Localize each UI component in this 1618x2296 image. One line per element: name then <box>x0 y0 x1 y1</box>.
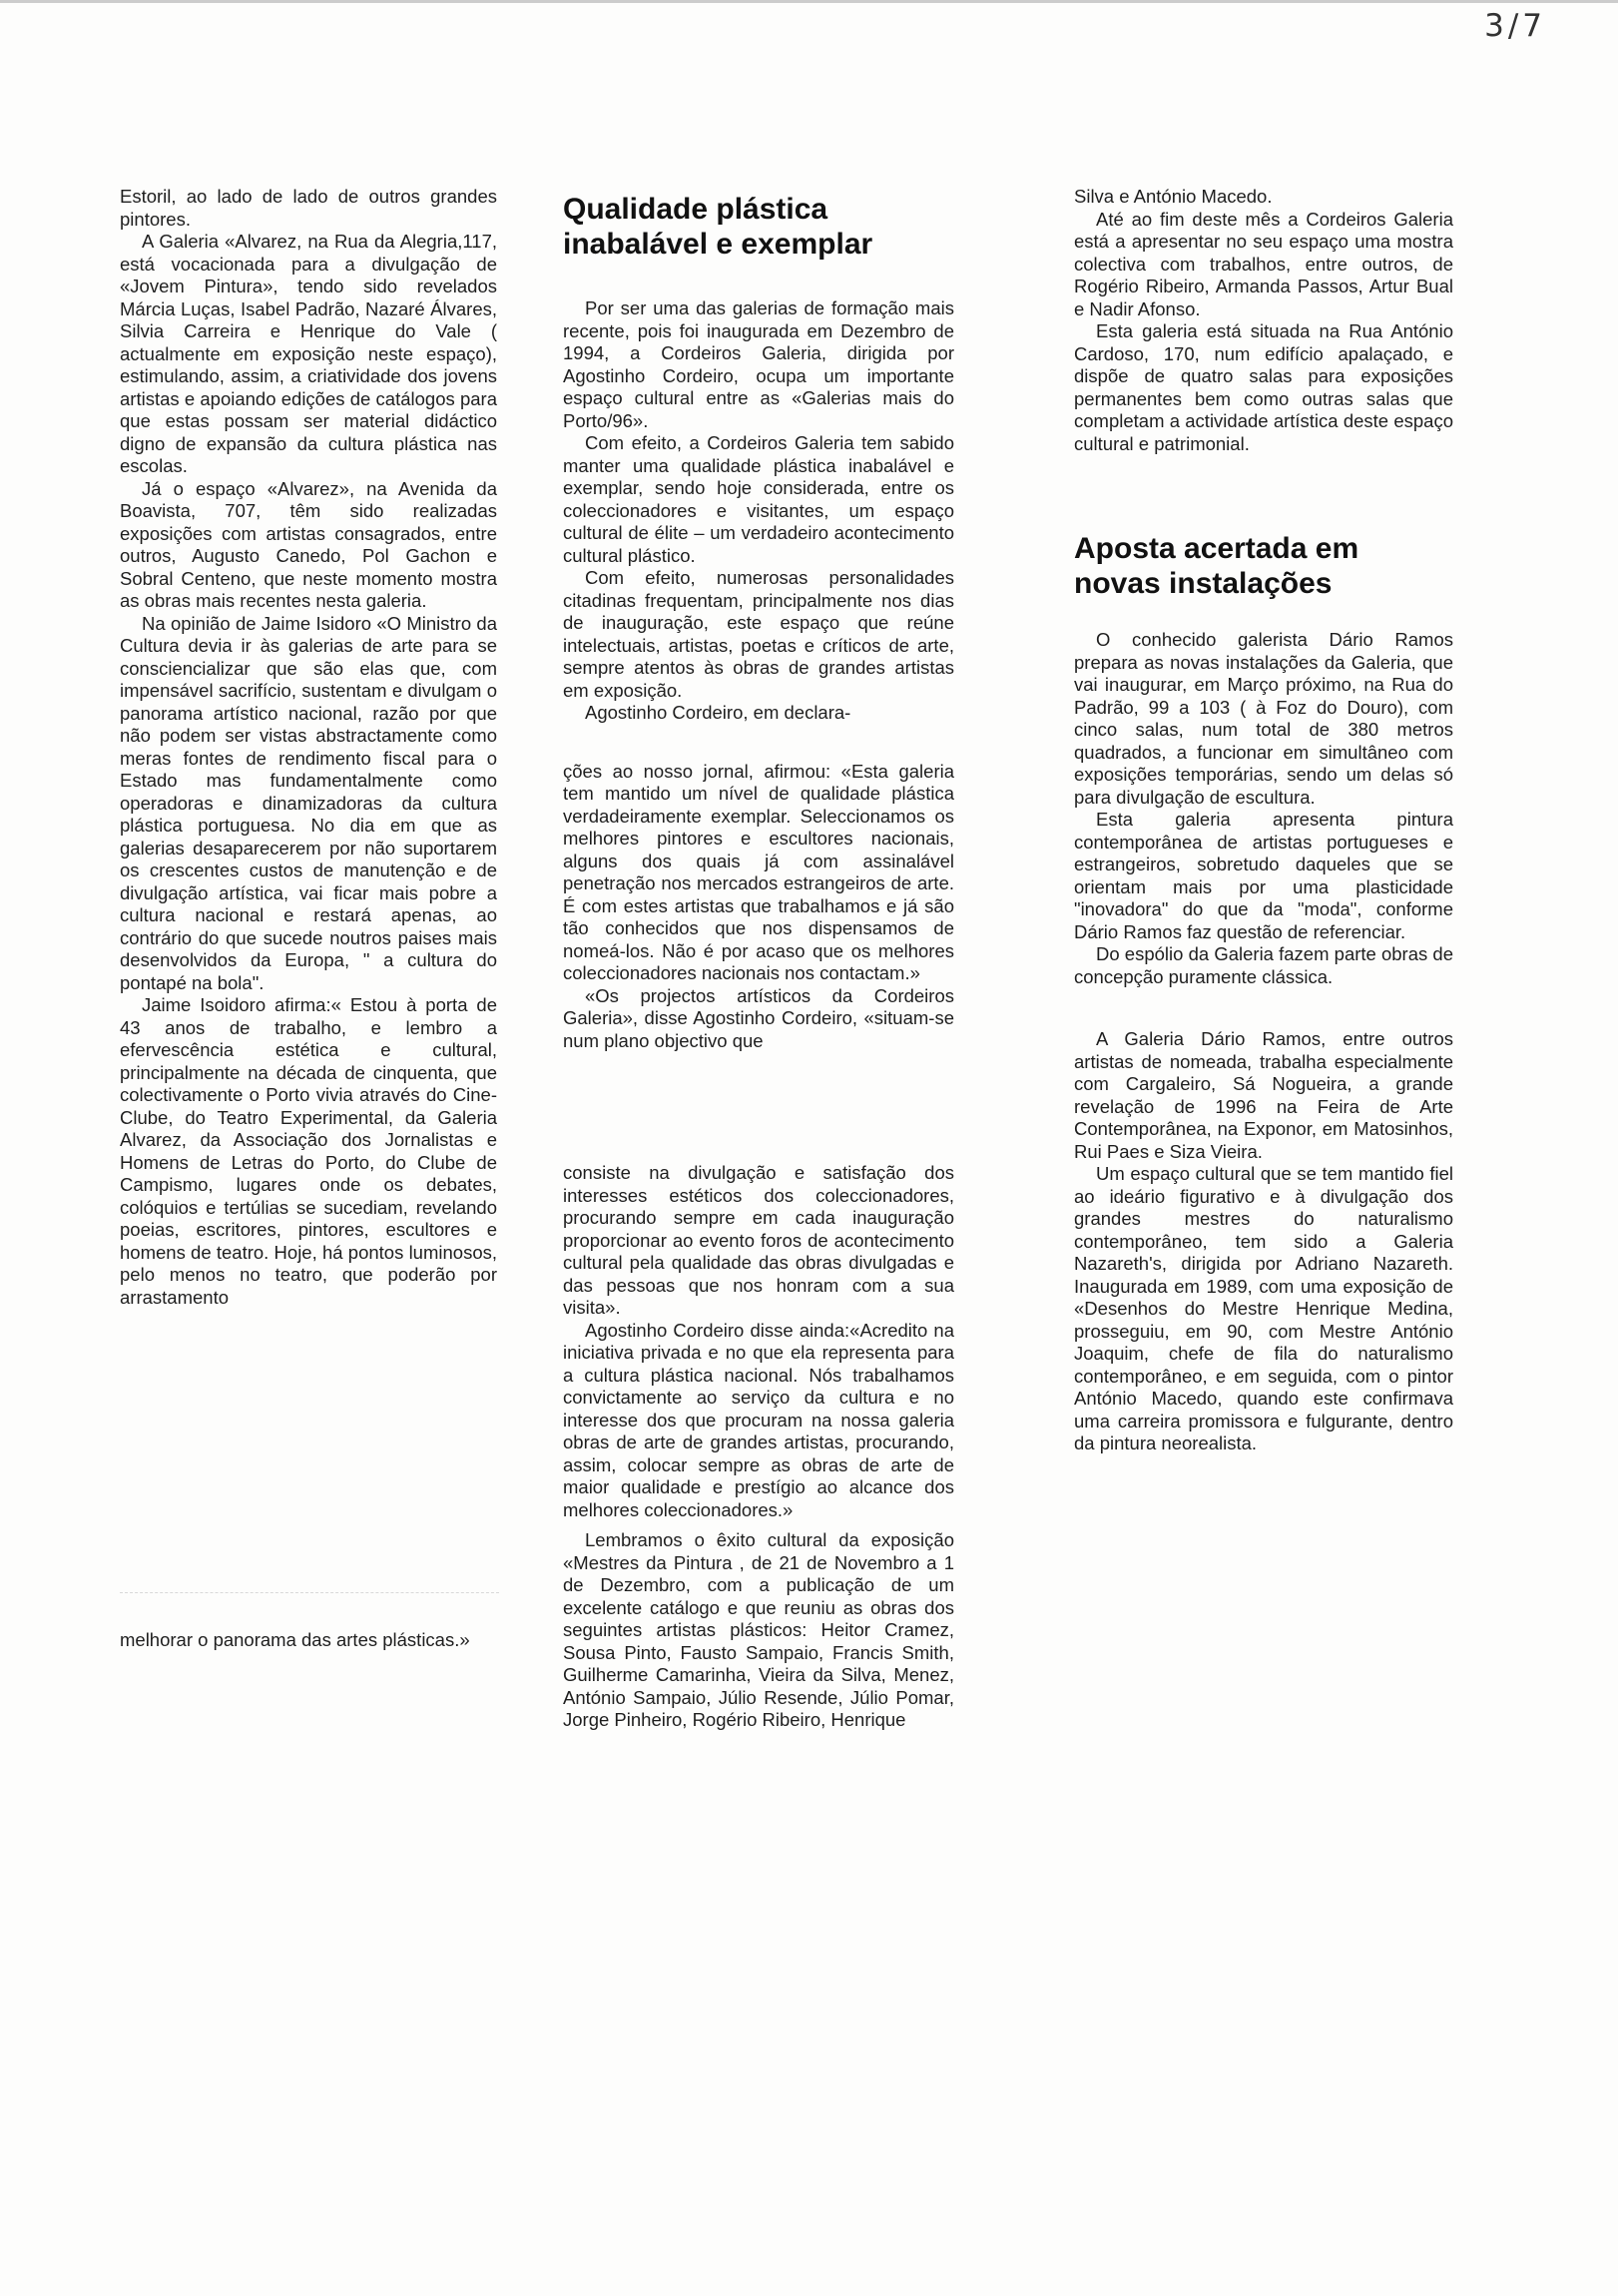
paragraph: Agostinho Cordeiro disse ainda:«Acredito na iniciativa privada e no que ela representa para a cultura plástica nacional. Nós trabalhamos convictamente ao serviço da cultura e no interesse dos que procuram na nossa galeria obras de arte de grandes artistas, procurando, assim, colocar sempre as obras de arte de maior qualidade e prestígio ao alcance dos melhores coleccionadores.» <box>563 1319 954 1520</box>
paragraph: Silva e António Macedo. <box>1074 186 1273 207</box>
paragraph: Do espólio da Galeria fazem parte obras de concepção puramente clássica. <box>1074 943 1453 987</box>
paragraph: Por ser uma das galerias de formação mais recente, pois foi inaugurada em Dezembro de 1994, a Cordeiros Galeria, dirigida por Agostinho Cordeiro, ocupa um importante espaço cultural entre as «Galerias mais do Porto/96». <box>563 297 954 431</box>
paragraph: Esta galeria está situada na Rua António Cardoso, 170, num edifício apalaçado, e dispõe de quatro salas para exposições permanentes bem como outras salas que completam a actividade artística deste espaço cultural e patrimonial. <box>1074 320 1453 454</box>
spacer <box>563 725 954 761</box>
column-1-continuation <box>120 1629 497 1652</box>
paragraph: Com efeito, numerosas personalidades citadinas frequentam, principalmente nos dias de inauguração, este espaço que reúne intelectuais, artistas, poetas e críticos de arte, sempre atentos às obras de grandes artistas em exposição. <box>563 567 954 701</box>
spacer <box>563 1052 954 1162</box>
top-border <box>0 0 1618 3</box>
paragraph: Agostinho Cordeiro, em declara- <box>585 702 851 723</box>
headline-aposta: Aposta acertada em novas instalações <box>1074 532 1359 600</box>
paragraph: Já o espaço «Alvarez», na Avenida da Boavista, 707, têm sido realizadas exposições com artistas consagrados, entre outros, Augusto Canedo, Pol Gachon e Sobral Centeno, que neste momento mostra as obras mais recentes nesta galeria. <box>120 477 497 611</box>
paragraph: melhorar o panorama das artes plásticas.» <box>120 1629 470 1650</box>
column-divider-rule <box>120 1592 499 1593</box>
paragraph: Lembramos o êxito cultural da exposição «Mestres da Pintura , de 21 de Novembro a 1 de Dezembro, com a publicação de um excelente catálogo e que reuniu as obras dos seguintes artistas plásticos: Heitor Cramez, Sousa Pinto, Fausto Sampaio, Francis Smith, Guilherme Camarinha, Vieira da Silva, Menez, António Sampaio, Júlio Resende, Júlio Pomar, Jorge Pinheiro, Rogério Ribeiro, Henrique <box>563 1529 954 1730</box>
paragraph: Esta galeria apresenta pintura contemporânea de artistas portugueses e estrangeiros, sobretudo daqueles que se orientam mais por uma plasticidade "inovadora" do que da "moda", conforme Dário Ramos faz questão de referenciar. <box>1074 809 1453 942</box>
paragraph: consiste na divulgação e satisfação dos interesses estéticos dos coleccionadores, procurando sempre em cada inauguração proporcionar ao evento foros de acontecimento cultural pela qualidade das obras divulgadas e das pessoas que nos honram com a sua visita». <box>563 1162 954 1318</box>
paragraph: Até ao fim deste mês a Cordeiros Galeria está a apresentar no seu espaço uma mostra colectiva com trabalhos, entre outros, de Rogério Ribeiro, Armanda Passos, Artur Bual e Nadir Afonso. <box>1074 208 1453 319</box>
paragraph: O conhecido galerista Dário Ramos prepara as novas instalações da Galeria, que vai inaugurar, em Março próximo, na Rua do Padrão, 99 a 103 ( à Foz do Douro), com cinco salas, num total de 380 metros quadrados, a funcionar em simultâneo com exposições temporárias, sendo um delas só para divulgação de escultura. <box>1074 629 1453 808</box>
spacer <box>1074 988 1453 1028</box>
paragraph: Um espaço cultural que se tem mantido fiel ao ideário figurativo e à divulgação dos grandes mestres do naturalismo contemporâneo, tem sido a Galeria Nazareth's, dirigida por Adriano Nazareth. Inaugurada em 1989, com uma exposição de «Desenhos do Mestre Henrique Medina, prosseguiu, em 90, com Mestre António Joaquim, chefe de fila do naturalismo contemporâneo, e em seguida, com o pintor António Macedo, quando este confirmava uma carreira promissora e fulgurante, dentro da pintura neorealista. <box>1074 1163 1453 1453</box>
column-1 <box>120 186 497 1309</box>
column-3 <box>1074 186 1453 1455</box>
paragraph: A Galeria «Alvarez, na Rua da Alegria,117, está vocacionada para a divulgação de «Jovem Pintura», tendo sido revelados Márcia Luças, Isabel Padrão, Nazaré Álvares, Silvia Carreira e Henrique do Vale ( actualmente em exposição neste espaço), estimulando, assim, a criatividade dos jovens artistas e apoiando edições de catálogos para que estas possam ser material didáctico digno de expansão da cultura plástica nas escolas. <box>120 231 497 476</box>
paragraph: «Os projectos artísticos da Cordeiros Galeria», disse Agostinho Cordeiro, «situam-se num plano objectivo que <box>563 984 954 1051</box>
paragraph: Com efeito, a Cordeiros Galeria tem sabido manter uma qualidade plástica inabalável e exemplar, sendo hoje considerada, entre os coleccionadores e visitantes, um espaço cultural de élite – um verdadeiro acontecimento cultural plástico. <box>563 432 954 566</box>
paragraph: Jaime Isoidoro afirma:« Estou à porta de 43 anos de trabalho, e lembro a efervescência estética e cultural, principalmente na década de cinquenta, que colectivamente o Porto vivia através do Cine-Clube, do Teatro Experimental, da Galeria Alvarez, da Associação dos Jornalistas e Homens de Letras do Porto, do Clube de Campismo, lugares onde os debates, colóquios e tertúlias se sucediam, revelando poeias, escritores, pintores, escultores e homens de teatro. Hoje, há pontos luminosos, pelo menos no teatro, que poderão por arrastamento <box>120 994 497 1308</box>
paragraph: Estoril, ao lado de lado de outros grandes pintores. <box>120 186 497 230</box>
headline-qualidade: Qualidade plástica inabalável e exemplar <box>563 193 873 261</box>
paragraph: A Galeria Dário Ramos, entre outros artistas de nomeada, trabalha especialmente com Cargaleiro, Sá Nogueira, a grande revelação de 1996 na Feira de Arte Contemporânea, na Exponor, em Matosinhos, Rui Paes e Siza Vieira. <box>1074 1028 1453 1162</box>
page-number: 3/7 <box>1484 8 1546 44</box>
paragraph: Na opinião de Jaime Isidoro «O Ministro da Cultura devia ir às galerias de arte para se consciencializar que são elas que, com impensável sacrifício, sustentam e divulgam o panorama artístico nacional, razão por que não podem ser vistas abstractamente como meras fontes de rendimento fiscal para o Estado mas fundamentalmente como operadoras e dinamizadoras da cultura plástica portuguesa. No dia em que as galerias desaparecerem por não suportarem os crescentes custos de manutenção e de divulgação artística, vai ficar mais pobre a cultura nacional e restará apenas, ao contrário do que sucede noutros paises mais desenvolvidos da Europa, " a cultura do pontapé na bola". <box>120 612 497 993</box>
column-2 <box>563 192 954 1732</box>
paragraph: ções ao nosso jornal, afirmou: «Esta galeria tem mantido um nível de qualidade plástica verdadeiramente exemplar. Seleccionamos os melhores pintores e escultores nacionais, alguns dos quais já com assinalável penetração nos mercados estrangeiros de arte. É com estes artistas que trabalhamos e já são tão conhecidos que nos dispensamos de nomeá-los. Não é por acaso que os melhores coleccionadores nacionais nos contactam.» <box>563 760 954 983</box>
